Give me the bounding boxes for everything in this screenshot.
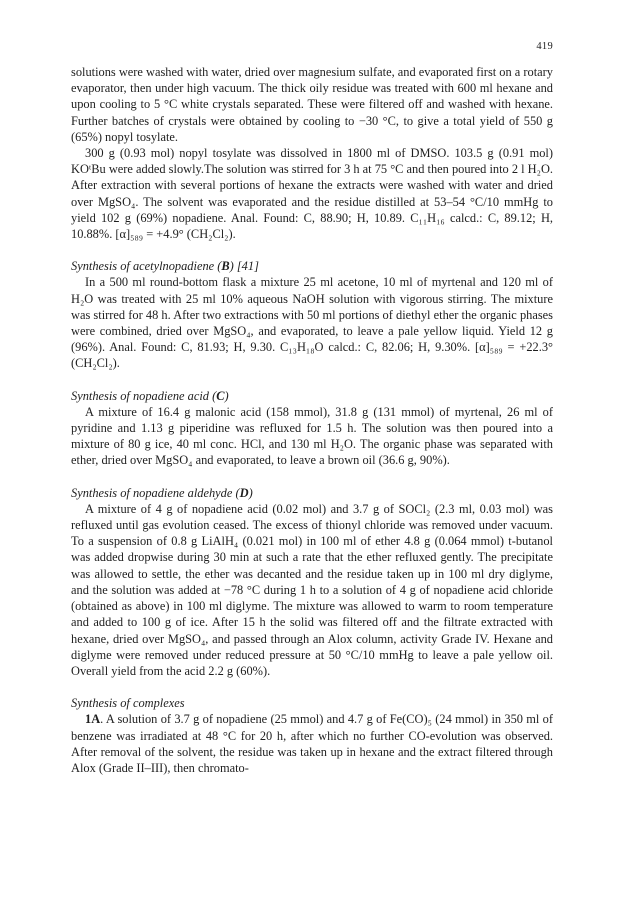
- paragraph-nopadiene-synthesis: 300 g (0.93 mol) nopyl tosylate was dissolved in 1800 ml of DMSO. 103.5 g (0.91 mol) KOᵗBu were added slowly.The solution was stirred for 3 h at 75 °C and then poured into 2 l H₂O. After extraction with several portions of hexane the extracts were washed with water and dried over MgSO₄. The solvent was evaporated and the residue distilled at 53–54 °C/10 mmHg to yield 102 g (69%) nopadiene. Anal. Found: C, 88.90; H, 10.89. C₁₁H₁₆ calcd.: C, 89.12; H, 10.88%. [α]₅₈₉ = +4.9° (CH₂Cl₂).: [71, 146, 553, 242]
- paragraph-tosylate-workup: solutions were washed with water, dried over magnesium sulfate, and evaporated first on a rotary evaporator, then under high vacuum. The thick oily residue was treated with 600 ml hexane and upon cooling to 5 °C white crystals separated. These were filtered off and washed with hexane. Further batches of crystals were obtained by cooling to −30 °C, to give a total yield of 550 g (65%) nopyl tosylate.: [71, 65, 553, 144]
- compound-label-c: C: [216, 388, 225, 403]
- heading-text: ) [41]: [229, 259, 259, 274]
- paragraph-complex-1a: [71, 711, 553, 776]
- heading-text: Synthesis of nopadiene acid (: [71, 388, 217, 403]
- heading-acetylnopadiene: [71, 258, 553, 274]
- paragraph-acetylnopadiene: In a 500 ml round-bottom flask a mixture 25 ml acetone, 10 ml of myrtenal and 120 ml of H₂O was treated with 25 ml 10% aqueous NaOH solution with vigorous stirring. The mixture was stirred for 48 h. After two extractions with 50 ml portions of diethyl ether the organic phases were combined, dried over MgSO₄, and evaporated, to leave a pale yellow liquid. Yield 12 g (96%). Anal. Found: C, 81.93; H, 9.30. C₁₃H₁₈O calcd.: C, 82.06; H, 9.30%. [α]₅₈₉ = +22.3° (CH₂Cl₂).: [71, 275, 553, 371]
- compound-label-b: B: [221, 259, 230, 274]
- heading-text: Synthesis of acetylnopadiene (: [71, 259, 222, 274]
- page-number: 419: [536, 41, 553, 52]
- paragraph-nopadiene-aldehyde: A mixture of 4 g of nopadiene acid (0.02 mol) and 3.7 g of SOCl₂ (2.3 ml, 0.03 mol) was refluxed until gas evolution ceased. The excess of thionyl chloride was removed under vacuum. To a suspension of 0.8 g LiAlH₄ (0.021 mol) in 100 ml of ether 4.8 g (0.064 mmol) t-butanol was added dropwise during 30 min at such a rate that the ether refluxed gently. The precipitate was allowed to settle, the ether was decanted and the residue taken up in 100 ml dry diglyme, and the solution was added at −78 °C during 1 h to a solution of 4 g of nopadiene acid chloride (obtained as above) in 100 ml diglyme. The mixture was allowed to warm to room temperature and added to 100 g of ice. After 15 h the solid was filtered off and the filtrate extracted with hexane, dried over MgSO₄, and passed through an Alox column, activity Grade IV. Hexane and diglyme were removed under reduced pressure at 50 °C/10 mmHg to leave a pale yellow oil. Overall yield from the acid 2.2 g (60%).: [71, 501, 553, 678]
- paragraph-nopadiene-acid: A mixture of 16.4 g malonic acid (158 mmol), 31.8 g (131 mmol) of myrtenal, 26 ml of pyridine and 1.13 g piperidine was refluxed for 1.5 h. The solution was then poured into a mixture of 80 g ice, 40 ml conc. HCl, and 130 ml H₂O. The organic phase was separated with ether, dried over MgSO₄ and evaporated, to leave a brown oil (36.6 g, 90%).: [71, 404, 553, 468]
- heading-text: ): [224, 388, 229, 403]
- heading-text: Synthesis of nopadiene aldehyde (: [71, 485, 240, 500]
- article-body: [71, 64, 553, 776]
- paragraph-text: . A solution of 3.7 g of nopadiene (25 mmol) and 4.7 g of Fe(CO)₅ (24 mmol) in 350 ml of benzene was irradiated at 48 °C for 20 h, after which no further CO-evolution was observed. After removal of the solvent, the residue was taken up in hexane and the extract filtered through Alox (Grade II–III), then chromato-: [71, 712, 553, 775]
- heading-nopadiene-acid: [71, 388, 553, 404]
- heading-nopadiene-aldehyde: [71, 485, 553, 501]
- heading-complexes: Synthesis of complexes: [71, 696, 185, 711]
- compound-label-d: D: [239, 485, 249, 500]
- heading-text: ): [248, 485, 253, 500]
- compound-number-1a: 1A: [85, 712, 101, 727]
